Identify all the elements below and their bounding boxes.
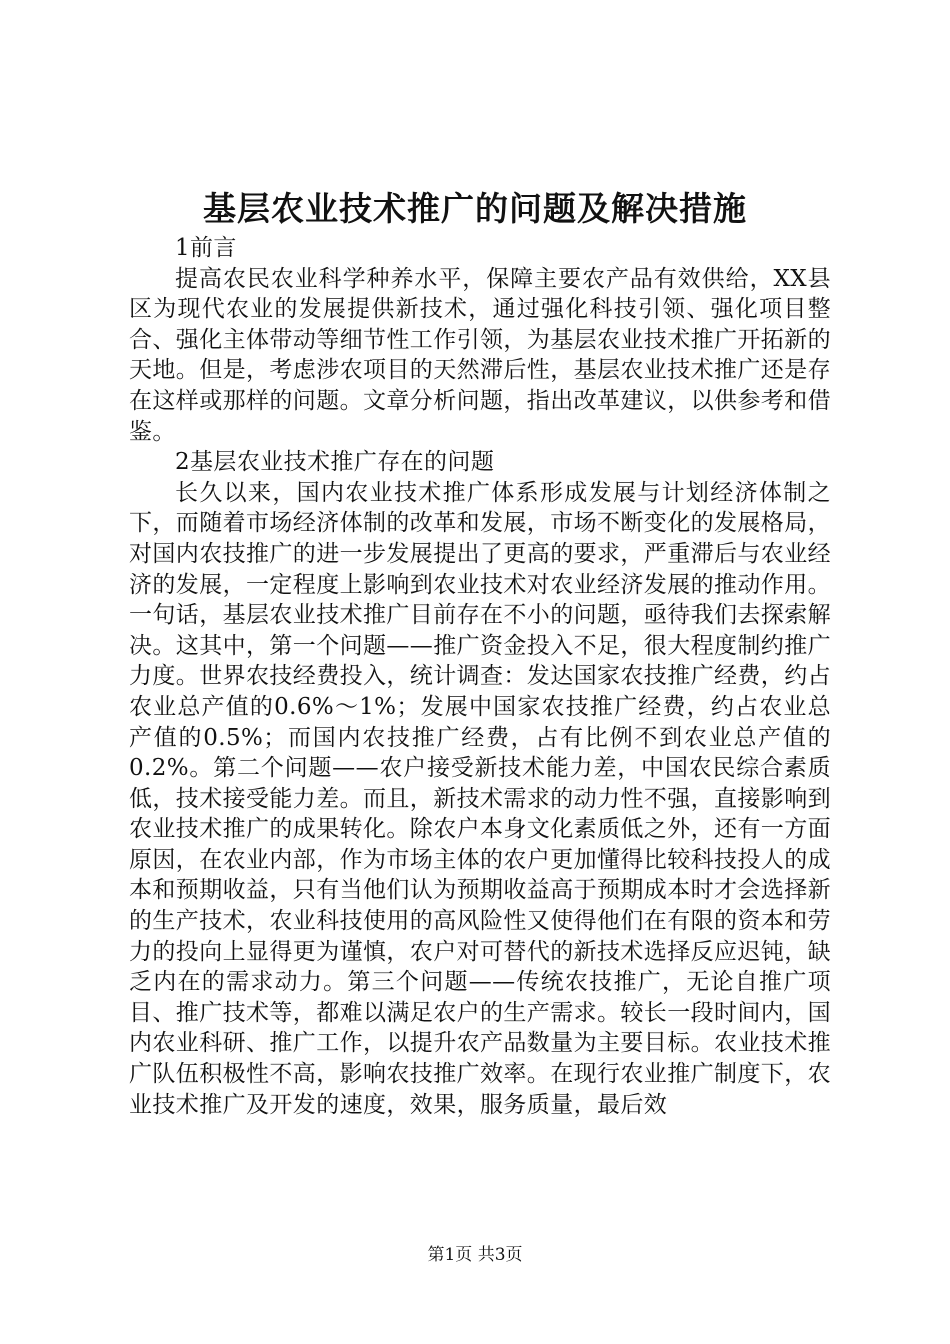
document-body (129, 233, 831, 1120)
paragraph-problems: 长久以来，国内农业技术推广体系形成发展与计划经济体制之下，而随着市场经济体制的改革和发展，市场不断变化的发展格局，对国内农技推广的进一步发展提出了更高的要求，严重滞后与农业经济的发展，一定程度上影响到农业技术对农业经济发展的推动作用。一句话，基层农业技术推广目前存在不小的问题，亟待我们去探索解决。这其中，第一个问题——推广资金投入不足，很大程度制约推广力度。世界农技经费投入，统计调查：发达国家农技推广经费，约占农业总产值的0.6%～1%；发展中国家农技推广经费，约占农业总产值的0.5%；而国内农技推广经费，占有比例不到农业总产值的0.2%。第二个问题——农户接受新技术能力差，中国农民综合素质低，技术接受能力差。而且，新技术需求的动力性不强，直接影响到农业技术推广的成果转化。除农户本身文化素质低之外，还有一方面原因，在农业内部，作为市场主体的农户更加懂得比较科技投人的成本和预期收益，只有当他们认为预期收益高于预期成本时才会选择新的生产技术，农业科技使用的高风险性又使得他们在有限的资本和劳力的投向上显得更为谨慎，农户对可替代的新技术选择反应迟钝，缺乏内在的需求动力。第三个问题——传统农技推广，无论自推广项目、推广技术等，都难以满足农户的生产需求。较长一段时间内，国内农业科研、推广工作，以提升农产品数量为主要目标。农业技术推广队伍积极性不高，影响农技推广效率。在现行农业推广制度下，农业技术推广及开发的速度，效果，服务质量，最后效 (129, 479, 831, 1118)
document-title: 基层农业技术推广的问题及解决措施 (203, 189, 747, 228)
section-heading-problems: 2基层农业技术推广存在的问题 (175, 449, 495, 476)
page-number-footer: 第1页 共3页 (427, 1245, 523, 1265)
paragraph-intro: 提高农民农业科学种养水平，保障主要农产品有效供给，XX县区为现代农业的发展提供新技术，通过强化科技引领、强化项目整合、强化主体带动等细节性工作引领，为基层农业技术推广开拓新的天地。但是，考虑涉农项目的天然滞后性，基层农业技术推广还是存在这样或那样的问题。文章分析问题，指出改革建议，以供参考和借鉴。 (129, 265, 831, 445)
section-heading-intro: 1前言 (175, 235, 237, 261)
